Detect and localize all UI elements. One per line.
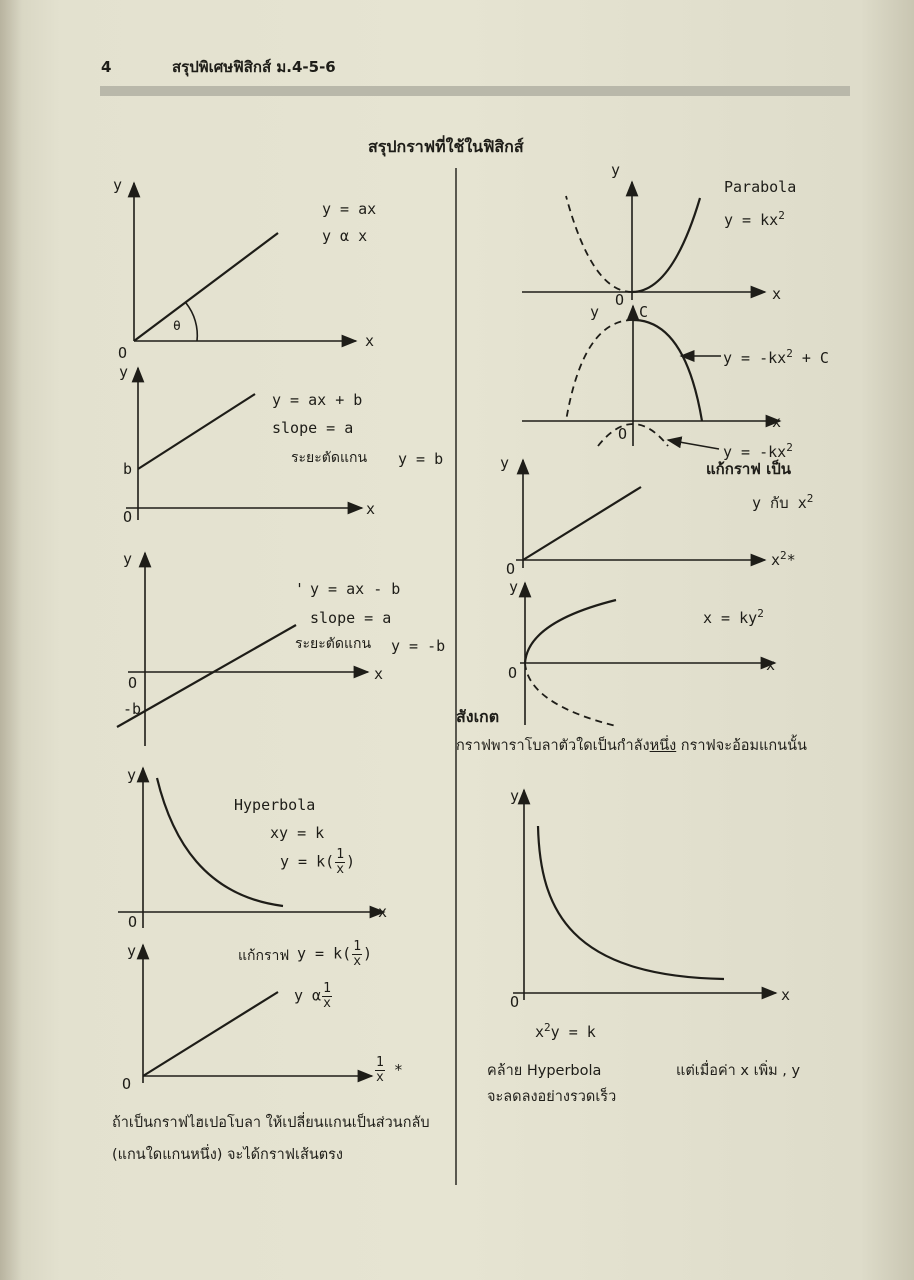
graph2-slope: slope = a — [272, 419, 354, 437]
axis-y-label: y — [510, 787, 520, 805]
linearize-label: แก้กราฟ — [238, 948, 290, 964]
axis-x-label: x — [366, 500, 376, 518]
graph3-equation: y = ax - b — [310, 580, 401, 598]
note-left-line1: ถ้าเป็นกราฟไฮเปอโบลา ให้เปลี่ยนแกนเป็นส่วนกลับ — [112, 1115, 430, 1131]
fraction-one-over-x — [375, 1056, 385, 1084]
hyperbola-equation-2 — [280, 848, 355, 876]
axis-x-label: x — [378, 903, 388, 921]
book-title: สรุปพิเศษฟิสิกส์ ม.4-5-6 — [172, 58, 336, 76]
graph1-equation: y = ax — [322, 200, 377, 218]
graph3-slope: slope = a — [310, 609, 392, 627]
origin-label: O — [118, 344, 128, 362]
eq-body: x = ky — [703, 609, 758, 627]
graph9-note-line1b: แต่เมื่อค่า x เพิ่ม , y — [676, 1063, 801, 1079]
fraction-one-over-x — [322, 982, 332, 1010]
star-mark: * — [786, 551, 796, 569]
fraction-one-over-x — [335, 848, 345, 876]
fraction-denominator: x — [353, 953, 362, 969]
star-mark: * — [393, 1060, 403, 1079]
axis-y-label: y — [127, 766, 137, 784]
eq-body: x — [535, 1023, 545, 1041]
parabola-title: Parabola — [724, 178, 797, 196]
eq-body: y กับ x — [752, 494, 807, 512]
eq-body: x — [771, 551, 781, 569]
axis-x-label: x — [374, 665, 384, 683]
fraction-one-over-x — [352, 940, 362, 968]
axis-x-label: x — [772, 413, 782, 431]
eq-superscript: 2 — [786, 441, 793, 454]
note-left-line2: (แกนใดแกนหนึ่ง) จะได้กราฟเส้นตรง — [112, 1147, 344, 1163]
axis-x-label: x — [766, 656, 776, 674]
axis-y-label: y — [590, 303, 600, 321]
eq-tail: + C — [792, 349, 829, 367]
axis-y-label: y — [113, 176, 123, 194]
eq-superscript: 2 — [786, 347, 793, 360]
eq-prefix: y = k( — [280, 852, 335, 871]
observe-text-b: กราฟจะอ้อมแกนนั้น — [676, 738, 807, 754]
fraction-denominator: x — [336, 861, 345, 877]
angle-theta-label: θ — [173, 319, 181, 334]
axis-x-label: x — [365, 332, 375, 350]
parabola-down-shift-equation — [723, 348, 829, 366]
origin-label: O — [510, 993, 520, 1011]
fraction-denominator: x — [323, 995, 331, 1011]
observe-text — [456, 739, 807, 754]
graph-inverse-square — [513, 790, 776, 1000]
eq-body: y = kx — [724, 211, 779, 229]
graph3-intercept-label: ระยะตัดแกน — [295, 636, 372, 652]
eq-superscript: 2 — [806, 492, 814, 505]
origin-label: O — [122, 1075, 132, 1093]
eq-superscript: 2 — [544, 1021, 551, 1034]
graph7-axes — [752, 493, 813, 511]
linearize-proportion — [294, 982, 333, 1010]
origin-label: O — [615, 291, 625, 309]
intercept-c-label: C — [639, 303, 649, 321]
eq-body: y = k — [550, 1023, 596, 1041]
axis-y-label: y — [611, 161, 621, 179]
axis-y-label: y — [500, 454, 510, 472]
eq-superscript: 2 — [778, 209, 785, 222]
eq-superscript: 2 — [757, 607, 764, 620]
graph1-proportion: y α x — [322, 227, 368, 245]
observe-title: สังเกต — [456, 707, 500, 726]
origin-label: O — [506, 560, 516, 578]
eq-prefix: y α — [294, 986, 322, 1005]
graph2-equation: y = ax + b — [272, 391, 363, 409]
axis-y-label: y — [123, 550, 133, 568]
origin-label: O — [618, 425, 628, 443]
intercept-b-label: b — [123, 460, 133, 478]
eq-close: ) — [363, 944, 373, 963]
axis-one-over-x-label — [374, 1056, 403, 1084]
eq-body: y = -kx — [723, 443, 787, 461]
fraction-denominator: x — [376, 1069, 384, 1085]
graph9-equation — [535, 1022, 596, 1040]
eq-close: ) — [346, 852, 356, 871]
graph3-intercept-value: y = -b — [391, 637, 446, 655]
observe-text-a: กราฟพาราโบลาตัวใดเป็นกำลัง — [456, 738, 650, 754]
graph8-equation — [703, 608, 764, 626]
graph2-intercept-value: y = b — [398, 450, 444, 468]
intercept-neg-b-label: -b — [123, 700, 142, 718]
axis-x-squared-label — [771, 550, 796, 568]
axis-x-label: x — [781, 986, 791, 1004]
origin-label: O — [123, 508, 133, 526]
section-title: สรุปกราฟที่ใช้ในฟิสิกส์ — [368, 137, 524, 156]
fraction-numerator: 1 — [376, 1055, 384, 1070]
axis-y-label: y — [509, 578, 519, 596]
graph3-mark: ' — [295, 580, 305, 598]
graph9-note-line1a: คล้าย Hyperbola — [487, 1063, 602, 1079]
graph9-note-line2: จะลดลงอย่างรวดเร็ว — [487, 1089, 617, 1105]
eq-body: y = -kx — [723, 349, 787, 367]
hyperbola-title: Hyperbola — [234, 796, 316, 814]
graph2-intercept-label: ระยะตัดแกน — [291, 450, 368, 466]
observe-text-underlined: หนึ่ง — [649, 738, 677, 754]
axis-x-label: x — [772, 285, 782, 303]
fraction-numerator: 1 — [336, 847, 345, 862]
eq-superscript: 2 — [780, 549, 787, 562]
axis-y-label: y — [127, 942, 137, 960]
parabola-equation — [724, 210, 785, 228]
linearize-equation — [297, 940, 372, 968]
hyperbola-equation: xy = k — [270, 824, 325, 842]
origin-label: O — [508, 664, 518, 682]
eq-prefix: y = k( — [297, 944, 352, 963]
graph-sideways-parabola — [520, 583, 775, 726]
parabola-down-equation — [723, 442, 793, 460]
axis-y-label: y — [119, 363, 129, 381]
graph7-label: แก้กราฟ เป็น — [706, 460, 792, 478]
origin-label: O — [128, 913, 138, 931]
fraction-numerator: 1 — [353, 939, 362, 954]
page-number: 4 — [101, 58, 112, 76]
origin-label: O — [128, 674, 138, 692]
fraction-numerator: 1 — [323, 981, 331, 996]
